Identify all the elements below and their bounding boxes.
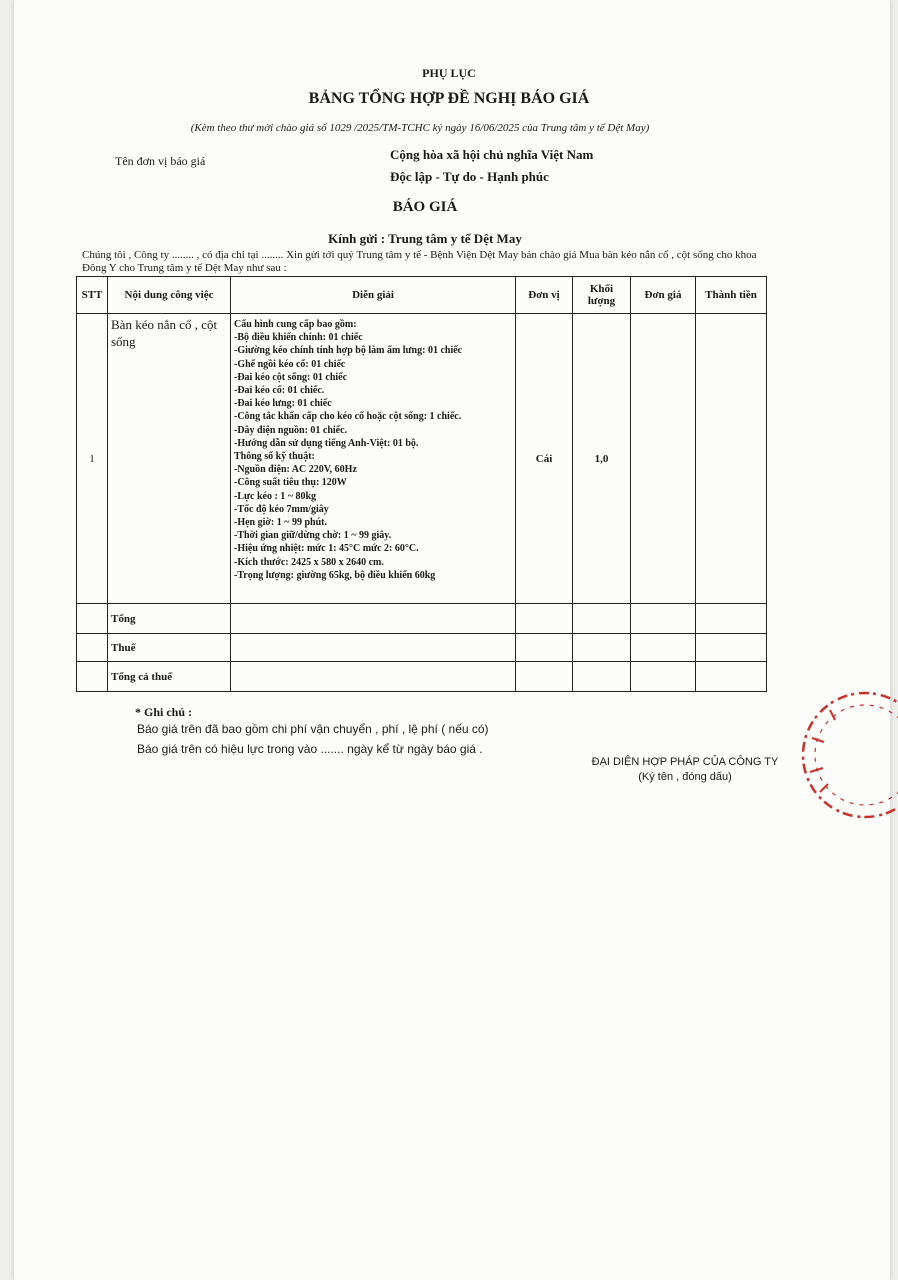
header-total: Thành tiền (696, 277, 767, 314)
spec-line: -Công suất tiêu thụ: 120W (234, 477, 347, 489)
intro-paragraph: Chúng tôi , Công ty ........ , có địa chỉ tại ........ Xin gửi tới quý Trung tâm y tế - Bệnh Viện Dệt May bản chào giá Mua bàn kéo nắn cổ , cột sống cho khoa Đông Y cho Trung tâm y tế Dệt May như sau : (82, 249, 757, 274)
appendix-label: PHỤ LỤC (422, 66, 476, 80)
notes-heading: * Ghi chú : (135, 705, 193, 719)
spec-line: -Đai kéo cột sống: 01 chiếc (234, 371, 348, 383)
spec-line: -Hướng dẫn sử dụng tiếng Anh-Việt: 01 bộ. (234, 437, 419, 449)
header-content: Nội dung công việc (108, 277, 231, 314)
spec-line: -Ghế ngồi kéo cổ: 01 chiếc (234, 358, 346, 370)
recipient-line: Kính gửi : Trung tâm y tế Dệt May (328, 231, 522, 246)
spec-line: -Kích thước: 2425 x 580 x 2640 cm. (234, 556, 384, 568)
motto-heading: Độc lập - Tự do - Hạnh phúc (390, 169, 549, 184)
quotation-table (76, 276, 767, 692)
spec-line: -Công tắc khẩn cấp cho kéo cổ hoặc cột sống: 1 chiếc. (234, 411, 462, 423)
table-row (77, 314, 767, 604)
signature-title: ĐẠI DIỆN HỢP PHÁP CỦA CÔNG TY (591, 756, 779, 768)
header-stt: STT (77, 277, 108, 314)
header-description: Diễn giải (231, 277, 516, 314)
spec-line: -Hiệu ứng nhiệt: mức 1: 45°C mức 2: 60°C. (234, 543, 419, 555)
spec-line: Thông số kỹ thuật: (234, 451, 315, 463)
header-unit-price: Đơn giá (631, 277, 696, 314)
spec-line: -Đai kéo cổ: 01 chiếc. (234, 385, 325, 397)
summary-row (77, 634, 767, 662)
summary-row (77, 662, 767, 692)
red-seal-stamp (790, 680, 898, 830)
table-header-row (77, 277, 767, 314)
spec-line: -Đai kéo lưng: 01 chiếc (234, 398, 332, 410)
quotation-heading: BÁO GIÁ (392, 199, 458, 215)
note-line: Báo giá trên đã bao gồm chi phí vận chuyển , phí , lệ phí ( nếu có) (137, 722, 489, 736)
summary-row (77, 604, 767, 634)
summary-tax-label: Thuế (108, 634, 231, 662)
spec-line: -Giường kéo chính tính hợp bộ làm ấm lưng: 01 chiếc (234, 345, 463, 357)
summary-total-label: Tổng (108, 604, 231, 634)
spec-line: -Lực kéo : 1 ~ 80kg (234, 490, 317, 502)
spec-line: -Dây điện nguồn: 01 chiếc. (234, 424, 348, 436)
note-line: Báo giá trên có hiệu lực trong vào ....... ngày kể từ ngày báo giá . (137, 742, 483, 756)
header-unit: Đơn vị (516, 277, 573, 314)
document-title: BẢNG TỔNG HỢP ĐỀ NGHỊ BÁO GIÁ (308, 90, 590, 107)
reference-line: (Kèm theo thư mời chào giá số 1029 /2025/TM-TCHC ký ngày 16/06/2025 của Trung tâm y tế Dệt May) (190, 122, 650, 134)
row-item-name: Bàn kéo nắn cổ , cột sống (108, 314, 231, 604)
row-stt: 1 (77, 314, 108, 604)
header-quantity: Khối lượng (573, 277, 631, 314)
row-quantity: 1,0 (573, 314, 631, 604)
row-unit: Cái (516, 314, 573, 604)
spec-line: -Thời gian giữ/dừng chờ: 1 ~ 99 giây. (234, 530, 392, 542)
row-specs (231, 314, 516, 604)
spec-line: -Nguồn điện: AC 220V, 60Hz (234, 464, 357, 476)
spec-line: -Hẹn giờ: 1 ~ 99 phút. (234, 517, 327, 529)
republic-heading: Cộng hòa xã hội chủ nghĩa Việt Nam (390, 147, 594, 162)
spec-line: -Tốc độ kéo 7mm/giây (234, 503, 329, 515)
row-total (696, 314, 767, 604)
spec-line: Cấu hình cung cấp bao gồm: (234, 319, 357, 330)
unit-name-label: Tên đơn vị báo giá (115, 154, 206, 168)
spec-line: -Bộ điều khiển chính: 01 chiếc (234, 332, 363, 344)
spec-line: -Trọng lượng: giường 65kg, bộ điều khiển 60kg (234, 569, 436, 581)
row-unit-price (631, 314, 696, 604)
signature-subtitle: (Ký tên , đóng dấu) (638, 771, 732, 783)
summary-grand-total-label: Tổng cả thuế (108, 662, 231, 692)
